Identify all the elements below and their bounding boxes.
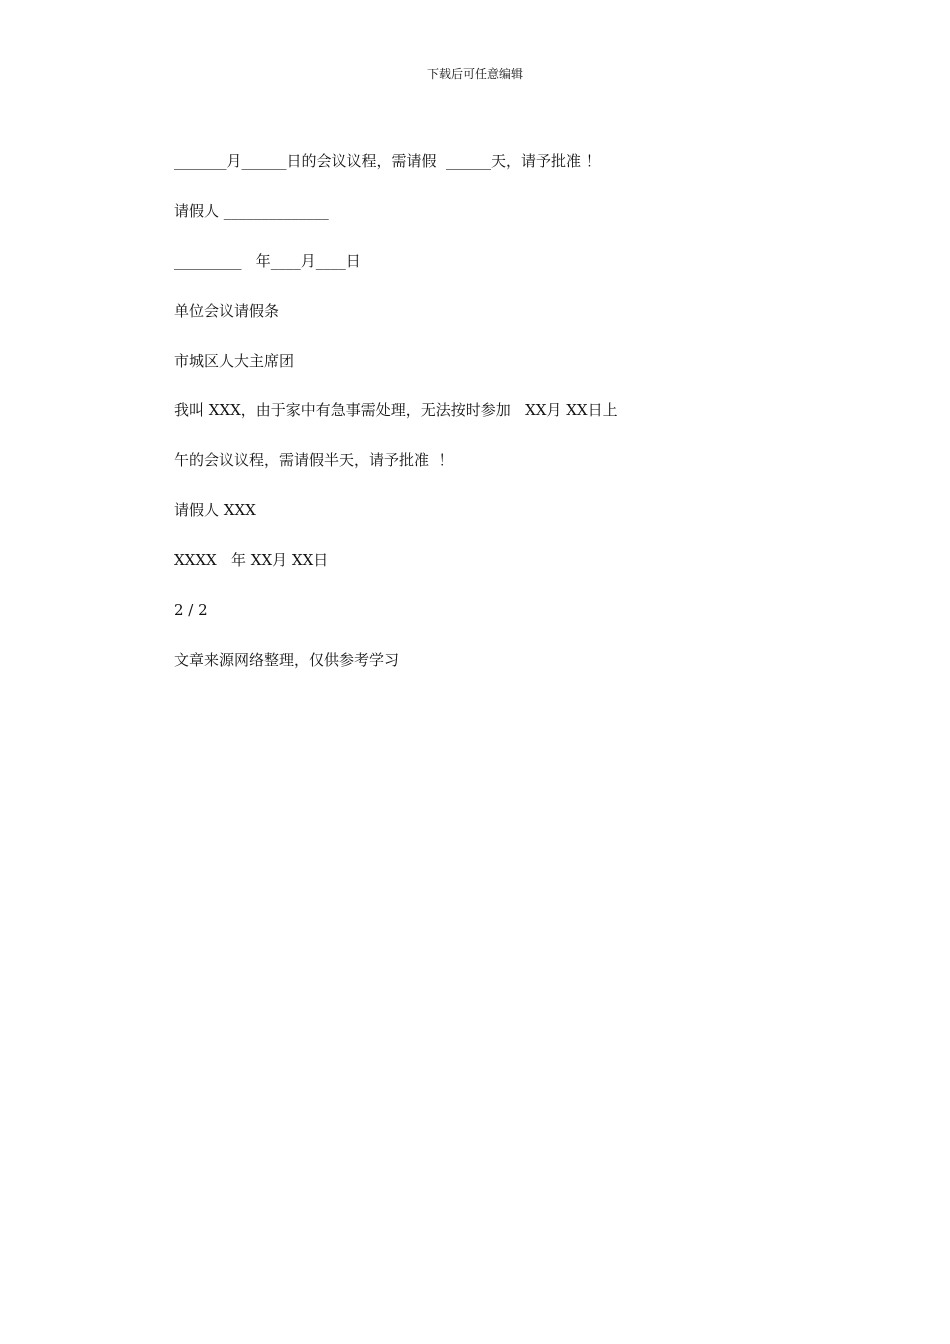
- body-paragraph-line-1: 我叫 XXX，由于家中有急事需处理，无法按时参加 XX月 XX日上: [174, 401, 618, 419]
- header-note: 下载后可任意编辑: [426, 67, 523, 81]
- body-paragraph-line-2: 午的会议议程，需请假半天，请予批准 ！: [174, 451, 454, 469]
- page-number: 2 / 2: [174, 601, 208, 619]
- document-title: 单位会议请假条: [174, 302, 280, 320]
- signature-date: XXXX 年 XX月 XX日: [174, 551, 329, 569]
- date-line: _________ 年____月____日: [174, 252, 361, 270]
- source-note: 文章来源网络整理，仅供参考学习: [174, 651, 400, 669]
- requester-line: 请假人 ______________: [174, 202, 329, 220]
- recipient-line: 市城区人大主席团: [174, 352, 295, 370]
- leave-request-line: _______月______日的会议议程，需请假 ______天，请予批准 ！: [174, 152, 601, 170]
- requester-signature: 请假人 XXX: [174, 501, 256, 519]
